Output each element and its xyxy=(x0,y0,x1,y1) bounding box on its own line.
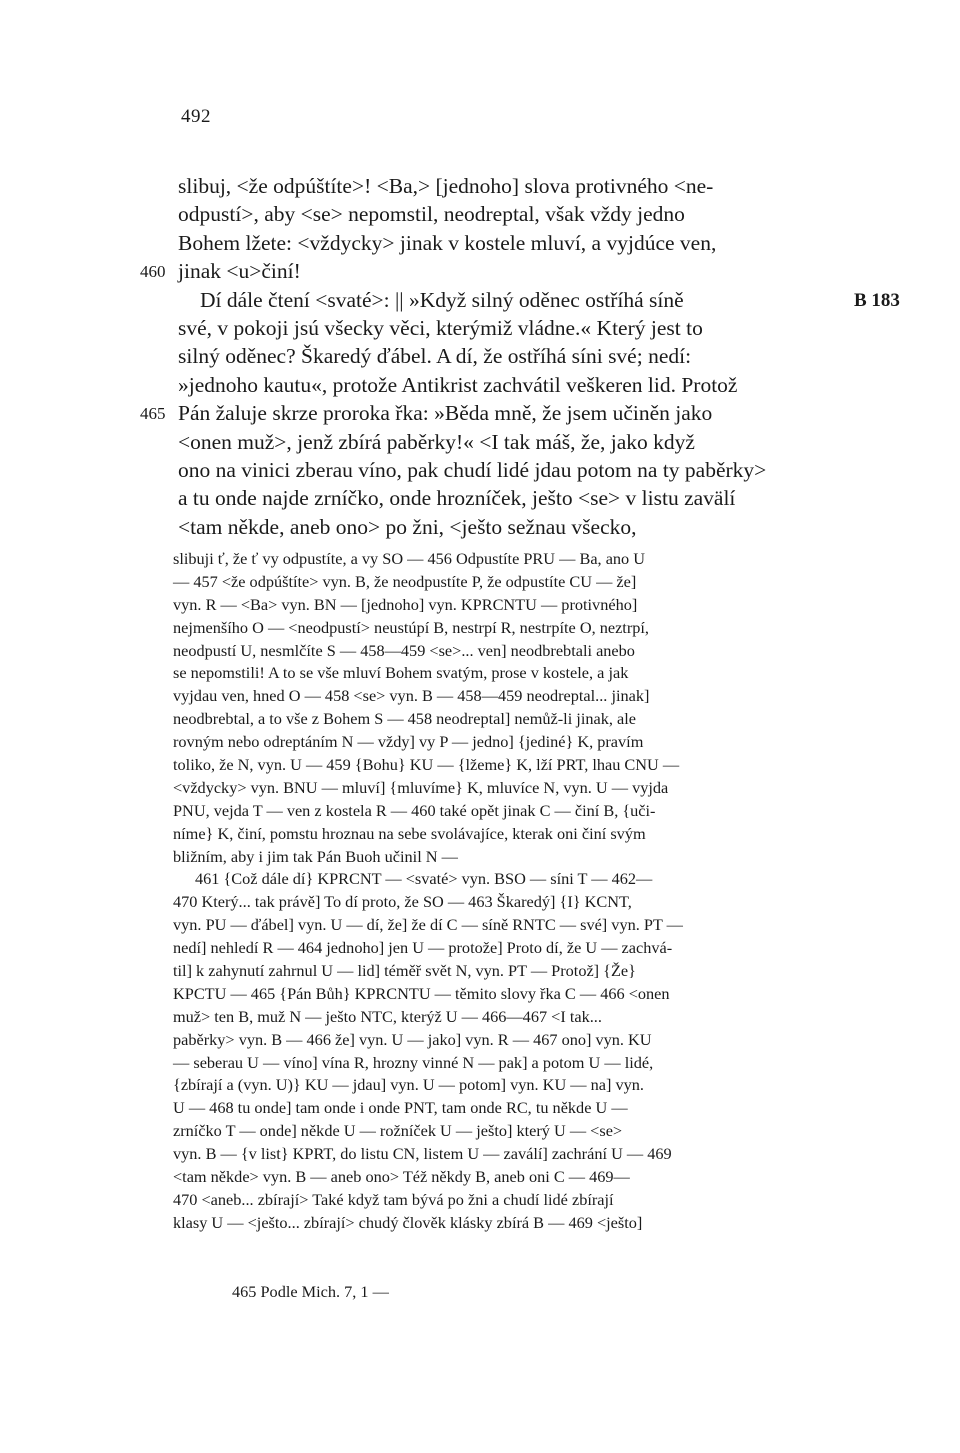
main-text-line: 465 Pán žaluje skrze proroka řka: »Běda mně, že jsem učiněn jako xyxy=(178,399,828,427)
page-number: 492 xyxy=(181,106,211,127)
apparatus-line: — seberau U — víno] vína R, hrozny vinné N — pak] a potom U — lidé, xyxy=(173,1052,654,1072)
apparatus-line: bližním, aby i jim tak Pán Buoh učinil N — xyxy=(173,846,458,866)
apparatus-line: til] k zahynutí zahrnul U — lid] téměř svět N, vyn. PT — Protož] {Že} xyxy=(173,961,636,981)
apparatus-line: paběrky> vyn. B — 466 že] vyn. U — jako] vyn. R — 467 ono] vyn. KU xyxy=(173,1029,652,1049)
main-text-line: své, v pokoji jsú všecky věci, kterýmiž vládne.« Který jest to xyxy=(178,315,703,340)
apparatus-line: muž> ten B, muž N — ješto NTC, kterýž U — 466—467 <I tak... xyxy=(173,1006,602,1026)
line-number: 465 xyxy=(140,404,166,424)
apparatus-line: vyn. PU — ďábel] vyn. U — dí, že] že dí C — síně RNTC — své] vyn. PT — xyxy=(173,915,683,935)
apparatus-line: {zbírají a (vyn. U)} KU — jdau] vyn. U — potom] vyn. KU — na] vyn. xyxy=(173,1075,644,1095)
apparatus-line: <vždycky> vyn. BNU — mluví] {mluvíme} K, mluvíce N, vyn. U — vyjda xyxy=(173,777,669,797)
apparatus-line: 470 <aneb... zbírají> Také když tam bývá po žni a chudí lidé zbírají xyxy=(173,1189,614,1209)
apparatus-line: PNU, vejda T — ven z kostela R — 460 také opět jinak C — činí B, {uči- xyxy=(173,800,656,820)
main-text-line: »jednoho kautu«, protože Antikrist zachvátil veškeren lid. Protož xyxy=(178,372,738,397)
main-text xyxy=(140,172,900,541)
apparatus-line: toliko, že N, vyn. U — 459 {Bohu} KU — {lžeme} K, lží PRT, lhau CNU — xyxy=(173,755,680,775)
apparatus-line: 470 Který... tak právě] To dí proto, že SO — 463 Škaredý] {I} KCNT, xyxy=(173,892,632,912)
critical-apparatus xyxy=(173,548,823,1235)
apparatus-line: nejmenšího O — <neodpustí> neustúpí B, nestrpí R, nestrpíte O, neztrpí, xyxy=(173,617,649,637)
apparatus-line: vyn. B — {v list} KPRT, do listu CN, listem U — zaválí] zachrání U — 469 xyxy=(173,1144,672,1164)
main-text-line: ono na vinici zberau víno, pak chudí lidé jdau potom na ty paběrky> xyxy=(178,457,767,482)
apparatus-line: níme} K, činí, pomstu hroznau na sebe svolávajíce, kterak oni činí svým xyxy=(173,823,646,843)
main-text-line: Bohem lžete: <vždycky> jinak v kostele mluví, a vyjdúce ven, xyxy=(178,230,717,255)
footnote-line: 465 Podle Mich. 7, 1 — xyxy=(232,1282,389,1301)
main-text-line: <onen muž>, jenž zbírá paběrky!« <I tak máš, že, jako když xyxy=(178,429,695,454)
apparatus-line: — 457 <že odpúštíte> vyn. B, že neodpustíte P, že odpustíte CU — že] xyxy=(173,571,637,591)
footnote xyxy=(232,1281,389,1304)
main-text-line: <tam někde, aneb ono> po žni, <ješto sežnau všecko, xyxy=(178,514,637,539)
apparatus-line: klasy U — <ješto... zbírají> chudý člověk klásky zbírá B — 469 <ješto] xyxy=(173,1212,643,1232)
apparatus-line: rovným nebo odreptáním N — vždy] vy P — jedno] {jediné} K, pravím xyxy=(173,732,644,752)
apparatus-line: KPCTU — 465 {Pán Bůh} KPRCNTU — těmito slovy řka C — 466 <onen xyxy=(173,983,670,1003)
apparatus-line: neodpustí U, nesmlčíte S — 458—459 <se>... ven] neodbrebtali anebo xyxy=(173,640,635,660)
apparatus-line: slibuji ť, že ť vy odpustíte, a vy SO — 456 Odpustíte PRU — Ba, ano U xyxy=(173,549,646,568)
apparatus-line: vyjdau ven, hned O — 458 <se> vyn. B — 458—459 neodreptal... jinak] xyxy=(173,686,650,706)
apparatus-line: se nepomstili! A to se vše mluví Bohem svatým, prose v kostele, a jak xyxy=(173,663,629,683)
line-number: 460 xyxy=(140,262,166,282)
main-text-line: a tu onde najde zrníčko, onde hrozníček, ješto <se> v listu zavälí xyxy=(178,486,736,511)
main-text-line: slibuj, <že odpúštíte>! <Ba,> [jednoho] slova protivného <ne- xyxy=(178,174,714,198)
apparatus-line: 461 {Což dále dí} KPRCNT — <svaté> vyn. BSO — síni T — 462— xyxy=(195,869,653,889)
apparatus-line: <tam někde> vyn. B — aneb ono> Též někdy B, aneb oni C — 469— xyxy=(173,1167,630,1187)
main-text-line: silný oděnec? Škaredý ďábel. A dí, že ostříhá síni své; nedí: xyxy=(178,344,692,369)
apparatus-line: U — 468 tu onde] tam onde i onde PNT, tam onde RC, tu někde U — xyxy=(173,1098,628,1118)
main-text-line: 460 jinak <u>činí! xyxy=(178,257,828,285)
main-text-line: Dí dále čtení <svaté>: || »Když silný oděnec ostříhá síně B 183 xyxy=(178,286,828,314)
apparatus-line: zrníčko T — onde] někde U — rožníček U — ješto] který U — <se> xyxy=(173,1121,623,1141)
apparatus-line: neodbrebtal, a to vše z Bohem S — 458 neodreptal] nemůž-li jinak, ale xyxy=(173,709,636,729)
main-text-line: odpustí>, aby <se> nepomstil, neodreptal, však vždy jedno xyxy=(178,202,685,227)
margin-note: B 183 xyxy=(854,289,900,311)
apparatus-line: vyn. R — <Ba> vyn. BN — [jednoho] vyn. KPRCNTU — protivného] xyxy=(173,594,638,614)
apparatus-line: nedí] nehledí R — 464 jednoho] jen U — protože] Proto dí, že U — zachvá- xyxy=(173,938,673,958)
